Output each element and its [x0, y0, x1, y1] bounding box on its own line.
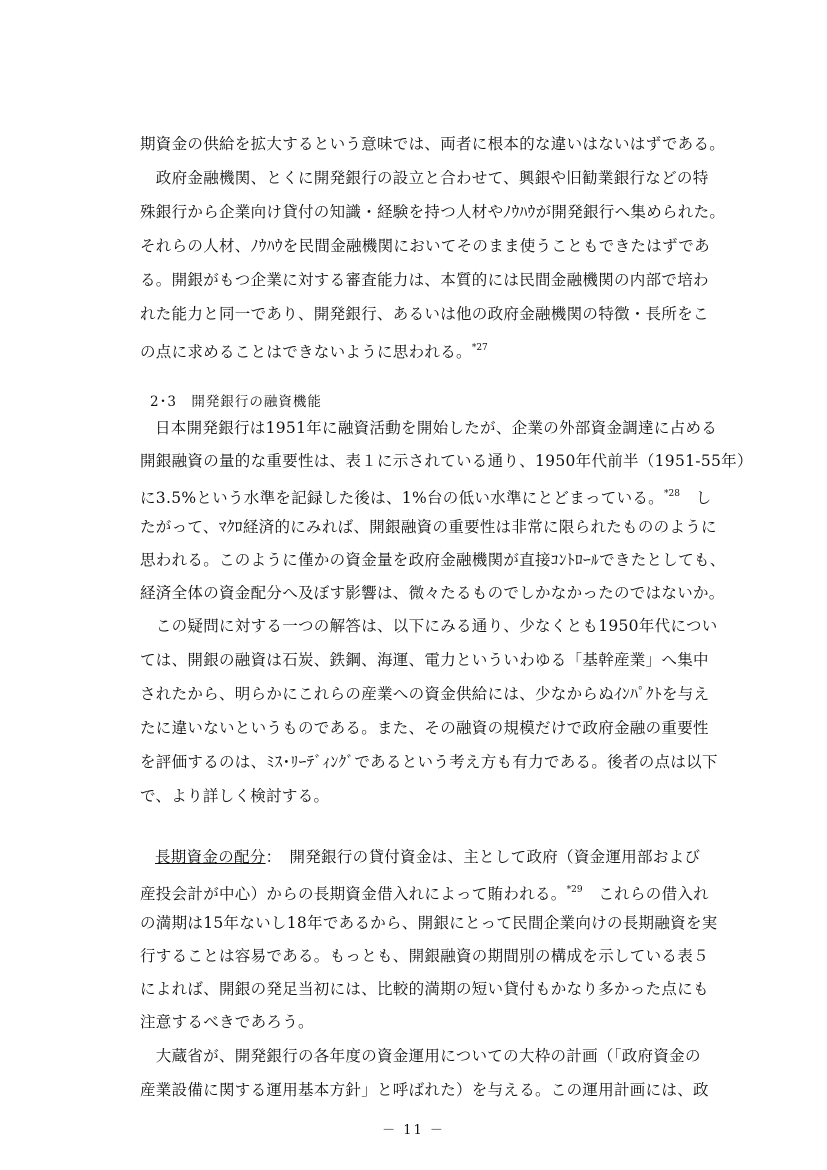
- text-line: 大蔵省が、開発銀行の各年度の資金運用についての大枠の計画（「政府資金の: [140, 1047, 701, 1065]
- text-line: に3.5%という水準を記録した後は、1%台の低い水準にとどまっている。$^{*28}$ し: [140, 489, 712, 507]
- page-number: － 11 －: [382, 1123, 445, 1138]
- text-line: たがって、ﾏｸﾛ経済的にみれば、開銀融資の重要性は非常に限られたもののように: [140, 518, 717, 536]
- text-line: で、より詳しく検討する。: [140, 787, 330, 805]
- text-line: 産投会計が中心）からの長期資金借入れによって賄われる。$^{*29}$ これらの借入れ: [140, 885, 709, 903]
- text-line: たに違いないというものである。また、その融資の規模だけで政府金融の重要性: [140, 719, 709, 737]
- text-line: されたから、明らかにこれらの産業への資金供給には、少なからぬｲﾝﾊﾟｸﾄを与え: [140, 685, 710, 703]
- text-line: 長期資金の配分： 開発銀行の貸付資金は、主として政府（資金運用部および: [155, 848, 701, 866]
- footnote-ref: *28: [663, 489, 680, 499]
- text-line: 開銀融資の量的な重要性は、表１に示されている通り、1950年代前半（1951-55年）: [140, 452, 753, 470]
- text-line: 期資金の供給を拡大するという意味では、両者に根本的な違いはないはずである。: [140, 135, 726, 153]
- text-line: 思われる。このように僅かの資金量を政府金融機関が直接ｺﾝﾄﾛｰﾙできたとしても、: [140, 551, 726, 569]
- text-line: の満期は15年ないし18年であるから、開銀にとって民間企業向けの長期融資を実: [140, 914, 718, 932]
- text-line: 経済全体の資金配分へ及ぼす影響は、微々たるものでしかなかったのではないか。: [140, 584, 725, 602]
- text-line: 殊銀行から企業向け貸付の知識・経験を持つ人材やﾉｳﾊｳが開発銀行へ集められた。: [140, 203, 726, 221]
- text-line: によれば、開銀の発足当初には、比較的満期の短い貸付もかなり多かった点にも: [140, 980, 709, 998]
- text-line: それらの人材、ﾉｳﾊｳを民間金融機関においてそのまま使うこともできたはずであ: [140, 237, 710, 255]
- text-line: 行することは容易である。もっとも、開銀融資の期間別の構成を示している表５: [140, 947, 709, 965]
- text-line: ては、開銀の融資は石炭、鉄鋼、海運、電力といういわゆる「基幹産業」へ集中: [140, 651, 709, 669]
- subheading: 長期資金の配分: [155, 848, 266, 866]
- section-heading: 2･3 開発銀行の融資機能: [150, 394, 322, 410]
- footnote-ref: *27: [471, 343, 488, 353]
- text-line: る。開銀がもつ企業に対する審査能力は、本質的には民間金融機関の内部で培わ: [140, 271, 709, 289]
- footnote-ref: *29: [566, 885, 583, 895]
- text-line: 日本開発銀行は1951年に融資活動を開始したが、企業の外部資金調達に占める: [155, 419, 718, 437]
- text-line: の点に求めることはできないように思われる。$^{*27}$: [140, 343, 488, 361]
- text-line: 政府金融機関、とくに開発銀行の設立と合わせて、興銀や旧勧業銀行などの特: [140, 169, 709, 187]
- text-line: 注意するべきであろう。: [140, 1013, 314, 1031]
- text-line: この疑問に対する一つの解答は、以下にみる通り、少なくとも1950年代につい: [140, 617, 718, 635]
- text-line: を評価するのは、ﾐｽ･ﾘｰﾃﾞｨﾝｸﾞであるという考え方も有力である。後者の点は以下: [140, 753, 718, 771]
- text-line: れた能力と同一であり、開発銀行、あるいは他の政府金融機関の特徴・長所をこ: [140, 305, 709, 323]
- text-line: 産業設備に関する運用基本方針」と呼ばれた）を与える。この運用計画には、政: [140, 1081, 709, 1099]
